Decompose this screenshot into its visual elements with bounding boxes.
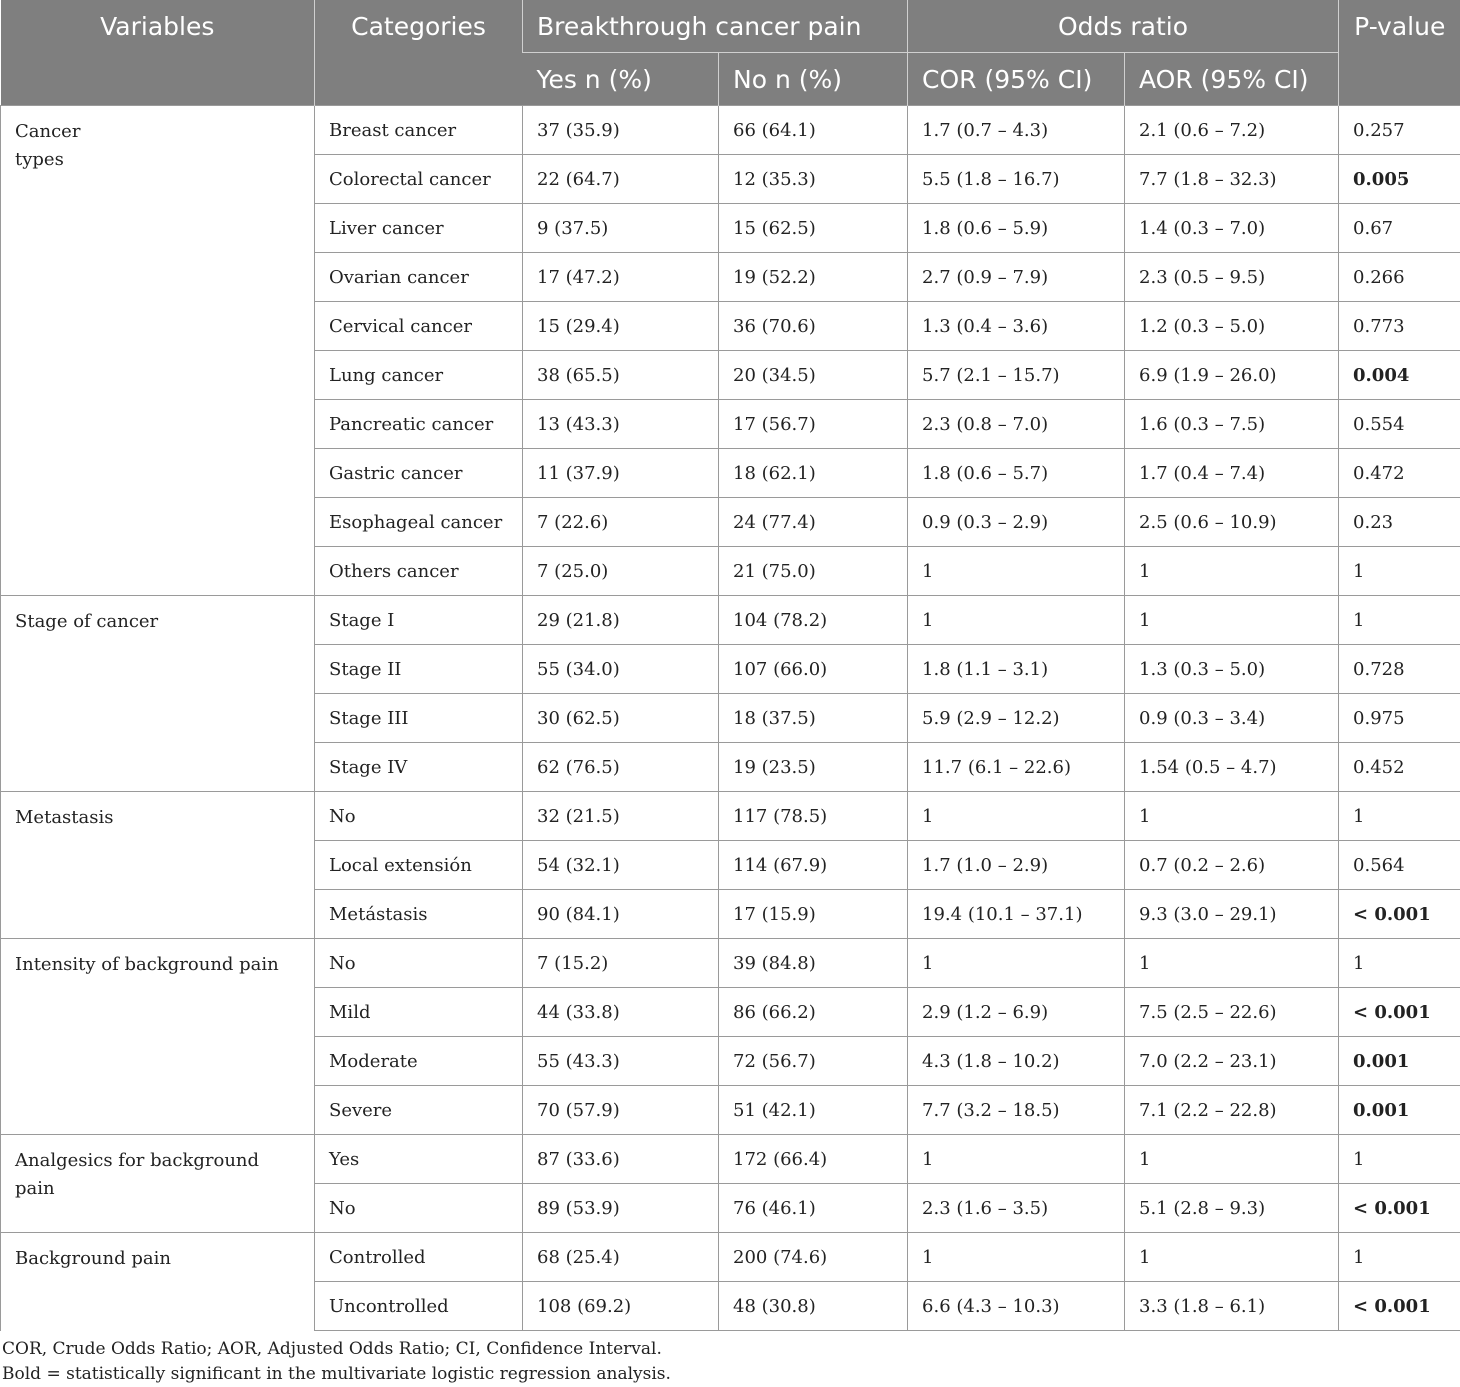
cor-cell: 11.7 (6.1 – 22.6) xyxy=(908,743,1125,792)
variable-cell: Intensity of background pain xyxy=(1,939,315,1135)
yes-cell: 108 (69.2) xyxy=(523,1282,719,1331)
header-no: No n (%) xyxy=(719,53,908,106)
cor-cell: 1.8 (0.6 – 5.9) xyxy=(908,204,1125,253)
aor-cell: 1 xyxy=(1125,1233,1339,1282)
pvalue-cell: 0.266 xyxy=(1339,253,1460,302)
aor-cell: 7.5 (2.5 – 22.6) xyxy=(1125,988,1339,1037)
yes-cell: 70 (57.9) xyxy=(523,1086,719,1135)
no-cell: 15 (62.5) xyxy=(719,204,908,253)
aor-cell: 1.6 (0.3 – 7.5) xyxy=(1125,400,1339,449)
pvalue-cell: < 0.001 xyxy=(1339,1184,1460,1233)
category-cell: Mild xyxy=(315,988,523,1037)
yes-cell: 87 (33.6) xyxy=(523,1135,719,1184)
header-pvalue: P-value xyxy=(1339,0,1460,106)
cor-cell: 1.7 (1.0 – 2.9) xyxy=(908,841,1125,890)
cor-cell: 0.9 (0.3 – 2.9) xyxy=(908,498,1125,547)
variable-cell: Analgesics for background pain xyxy=(1,1135,315,1233)
aor-cell: 1 xyxy=(1125,596,1339,645)
category-cell: No xyxy=(315,1184,523,1233)
yes-cell: 55 (43.3) xyxy=(523,1037,719,1086)
cor-cell: 5.7 (2.1 – 15.7) xyxy=(908,351,1125,400)
aor-cell: 3.3 (1.8 – 6.1) xyxy=(1125,1282,1339,1331)
no-cell: 21 (75.0) xyxy=(719,547,908,596)
yes-cell: 11 (37.9) xyxy=(523,449,719,498)
pvalue-cell: 0.005 xyxy=(1339,155,1460,204)
cor-cell: 5.9 (2.9 – 12.2) xyxy=(908,694,1125,743)
cor-cell: 1.7 (0.7 – 4.3) xyxy=(908,106,1125,155)
yes-cell: 15 (29.4) xyxy=(523,302,719,351)
aor-cell: 1 xyxy=(1125,939,1339,988)
pvalue-cell: 0.975 xyxy=(1339,694,1460,743)
yes-cell: 32 (21.5) xyxy=(523,792,719,841)
aor-cell: 1 xyxy=(1125,547,1339,596)
yes-cell: 9 (37.5) xyxy=(523,204,719,253)
cor-cell: 2.3 (1.6 – 3.5) xyxy=(908,1184,1125,1233)
cor-cell: 1 xyxy=(908,1135,1125,1184)
no-cell: 20 (34.5) xyxy=(719,351,908,400)
no-cell: 66 (64.1) xyxy=(719,106,908,155)
header-cor: COR (95% CI) xyxy=(908,53,1125,106)
category-cell: Stage I xyxy=(315,596,523,645)
table-footnotes xyxy=(0,1331,1460,1387)
category-cell: Liver cancer xyxy=(315,204,523,253)
pvalue-cell: < 0.001 xyxy=(1339,988,1460,1037)
pvalue-cell: < 0.001 xyxy=(1339,890,1460,939)
category-cell: Stage IV xyxy=(315,743,523,792)
aor-cell: 0.7 (0.2 – 2.6) xyxy=(1125,841,1339,890)
yes-cell: 37 (35.9) xyxy=(523,106,719,155)
pvalue-cell: 1 xyxy=(1339,596,1460,645)
category-cell: No xyxy=(315,939,523,988)
aor-cell: 1.54 (0.5 – 4.7) xyxy=(1125,743,1339,792)
no-cell: 18 (62.1) xyxy=(719,449,908,498)
table-row xyxy=(1,1135,1460,1184)
yes-cell: 54 (32.1) xyxy=(523,841,719,890)
no-cell: 76 (46.1) xyxy=(719,1184,908,1233)
header-btcp: Breakthrough cancer pain xyxy=(523,0,908,53)
cor-cell: 19.4 (10.1 – 37.1) xyxy=(908,890,1125,939)
header-odds-ratio: Odds ratio xyxy=(908,0,1339,53)
pvalue-cell: 0.67 xyxy=(1339,204,1460,253)
no-cell: 17 (56.7) xyxy=(719,400,908,449)
pvalue-cell: 0.728 xyxy=(1339,645,1460,694)
pvalue-cell: 0.257 xyxy=(1339,106,1460,155)
yes-cell: 7 (22.6) xyxy=(523,498,719,547)
yes-cell: 68 (25.4) xyxy=(523,1233,719,1282)
category-cell: Moderate xyxy=(315,1037,523,1086)
category-cell: Colorectal cancer xyxy=(315,155,523,204)
cor-cell: 1 xyxy=(908,547,1125,596)
no-cell: 36 (70.6) xyxy=(719,302,908,351)
pvalue-cell: 1 xyxy=(1339,939,1460,988)
table-row xyxy=(1,1233,1460,1282)
no-cell: 72 (56.7) xyxy=(719,1037,908,1086)
aor-cell: 1.7 (0.4 – 7.4) xyxy=(1125,449,1339,498)
pvalue-cell: 1 xyxy=(1339,792,1460,841)
cor-cell: 1.8 (0.6 – 5.7) xyxy=(908,449,1125,498)
no-cell: 117 (78.5) xyxy=(719,792,908,841)
aor-cell: 6.9 (1.9 – 26.0) xyxy=(1125,351,1339,400)
yes-cell: 62 (76.5) xyxy=(523,743,719,792)
aor-cell: 2.5 (0.6 – 10.9) xyxy=(1125,498,1339,547)
category-cell: Pancreatic cancer xyxy=(315,400,523,449)
category-cell: Cervical cancer xyxy=(315,302,523,351)
cor-cell: 1 xyxy=(908,792,1125,841)
table-header xyxy=(1,0,1460,106)
yes-cell: 22 (64.7) xyxy=(523,155,719,204)
aor-cell: 2.1 (0.6 – 7.2) xyxy=(1125,106,1339,155)
header-categories: Categories xyxy=(315,0,523,106)
header-variables: Variables xyxy=(1,0,315,106)
category-cell: Yes xyxy=(315,1135,523,1184)
pvalue-cell: 0.452 xyxy=(1339,743,1460,792)
cor-cell: 2.3 (0.8 – 7.0) xyxy=(908,400,1125,449)
pvalue-cell: 0.773 xyxy=(1339,302,1460,351)
cor-cell: 1.8 (1.1 – 3.1) xyxy=(908,645,1125,694)
no-cell: 17 (15.9) xyxy=(719,890,908,939)
variable-cell xyxy=(1,106,315,596)
no-cell: 172 (66.4) xyxy=(719,1135,908,1184)
category-cell: Breast cancer xyxy=(315,106,523,155)
pvalue-cell: 1 xyxy=(1339,547,1460,596)
no-cell: 19 (23.5) xyxy=(719,743,908,792)
no-cell: 12 (35.3) xyxy=(719,155,908,204)
cor-cell: 5.5 (1.8 – 16.7) xyxy=(908,155,1125,204)
no-cell: 200 (74.6) xyxy=(719,1233,908,1282)
aor-cell: 1.4 (0.3 – 7.0) xyxy=(1125,204,1339,253)
no-cell: 24 (77.4) xyxy=(719,498,908,547)
category-cell: Gastric cancer xyxy=(315,449,523,498)
category-cell: Severe xyxy=(315,1086,523,1135)
category-cell: Stage II xyxy=(315,645,523,694)
table-body xyxy=(1,106,1460,1331)
yes-cell: 7 (25.0) xyxy=(523,547,719,596)
no-cell: 114 (67.9) xyxy=(719,841,908,890)
category-cell: Others cancer xyxy=(315,547,523,596)
cor-cell: 1 xyxy=(908,939,1125,988)
yes-cell: 7 (15.2) xyxy=(523,939,719,988)
category-cell: Esophageal cancer xyxy=(315,498,523,547)
aor-cell: 1.2 (0.3 – 5.0) xyxy=(1125,302,1339,351)
category-cell: No xyxy=(315,792,523,841)
pvalue-cell: 0.564 xyxy=(1339,841,1460,890)
no-cell: 39 (84.8) xyxy=(719,939,908,988)
category-cell: Metástasis xyxy=(315,890,523,939)
cor-cell: 2.9 (1.2 – 6.9) xyxy=(908,988,1125,1037)
yes-cell: 13 (43.3) xyxy=(523,400,719,449)
no-cell: 107 (66.0) xyxy=(719,645,908,694)
pvalue-cell: 0.472 xyxy=(1339,449,1460,498)
header-yes: Yes n (%) xyxy=(523,53,719,106)
cor-cell: 4.3 (1.8 – 10.2) xyxy=(908,1037,1125,1086)
no-cell: 86 (66.2) xyxy=(719,988,908,1037)
aor-cell: 2.3 (0.5 – 9.5) xyxy=(1125,253,1339,302)
pvalue-cell: 1 xyxy=(1339,1233,1460,1282)
variable-label: Cancer types xyxy=(15,118,85,174)
yes-cell: 55 (34.0) xyxy=(523,645,719,694)
yes-cell: 44 (33.8) xyxy=(523,988,719,1037)
aor-cell: 1.3 (0.3 – 5.0) xyxy=(1125,645,1339,694)
aor-cell: 7.0 (2.2 – 23.1) xyxy=(1125,1037,1339,1086)
category-cell: Controlled xyxy=(315,1233,523,1282)
cor-cell: 6.6 (4.3 – 10.3) xyxy=(908,1282,1125,1331)
no-cell: 104 (78.2) xyxy=(719,596,908,645)
aor-cell: 7.1 (2.2 – 22.8) xyxy=(1125,1086,1339,1135)
category-cell: Ovarian cancer xyxy=(315,253,523,302)
cor-cell: 1 xyxy=(908,596,1125,645)
category-cell: Local extensión xyxy=(315,841,523,890)
table-row xyxy=(1,106,1460,155)
cor-cell: 7.7 (3.2 – 18.5) xyxy=(908,1086,1125,1135)
pvalue-cell: 0.554 xyxy=(1339,400,1460,449)
footnote-abbreviations: COR, Crude Odds Ratio; AOR, Adjusted Odds Ratio; CI, Confidence Interval. xyxy=(2,1337,1458,1362)
yes-cell: 90 (84.1) xyxy=(523,890,719,939)
yes-cell: 38 (65.5) xyxy=(523,351,719,400)
cor-cell: 2.7 (0.9 – 7.9) xyxy=(908,253,1125,302)
aor-cell: 7.7 (1.8 – 32.3) xyxy=(1125,155,1339,204)
category-cell: Stage III xyxy=(315,694,523,743)
yes-cell: 29 (21.8) xyxy=(523,596,719,645)
no-cell: 48 (30.8) xyxy=(719,1282,908,1331)
table-row xyxy=(1,939,1460,988)
variable-cell: Background pain xyxy=(1,1233,315,1331)
pvalue-cell: < 0.001 xyxy=(1339,1282,1460,1331)
yes-cell: 30 (62.5) xyxy=(523,694,719,743)
yes-cell: 17 (47.2) xyxy=(523,253,719,302)
cor-cell: 1.3 (0.4 – 3.6) xyxy=(908,302,1125,351)
category-cell: Lung cancer xyxy=(315,351,523,400)
pvalue-cell: 0.001 xyxy=(1339,1037,1460,1086)
pvalue-cell: 0.001 xyxy=(1339,1086,1460,1135)
no-cell: 18 (37.5) xyxy=(719,694,908,743)
variable-cell: Metastasis xyxy=(1,792,315,939)
cor-cell: 1 xyxy=(908,1233,1125,1282)
no-cell: 19 (52.2) xyxy=(719,253,908,302)
aor-cell: 9.3 (3.0 – 29.1) xyxy=(1125,890,1339,939)
pvalue-cell: 1 xyxy=(1339,1135,1460,1184)
pvalue-cell: 0.004 xyxy=(1339,351,1460,400)
aor-cell: 1 xyxy=(1125,792,1339,841)
aor-cell: 1 xyxy=(1125,1135,1339,1184)
aor-cell: 5.1 (2.8 – 9.3) xyxy=(1125,1184,1339,1233)
variable-cell: Stage of cancer xyxy=(1,596,315,792)
table-row xyxy=(1,596,1460,645)
pvalue-cell: 0.23 xyxy=(1339,498,1460,547)
yes-cell: 89 (53.9) xyxy=(523,1184,719,1233)
header-aor: AOR (95% CI) xyxy=(1125,53,1339,106)
category-cell: Uncontrolled xyxy=(315,1282,523,1331)
table-row xyxy=(1,792,1460,841)
aor-cell: 0.9 (0.3 – 3.4) xyxy=(1125,694,1339,743)
footnote-bold: Bold = statistically significant in the multivariate logistic regression analysis. xyxy=(2,1362,1458,1387)
no-cell: 51 (42.1) xyxy=(719,1086,908,1135)
